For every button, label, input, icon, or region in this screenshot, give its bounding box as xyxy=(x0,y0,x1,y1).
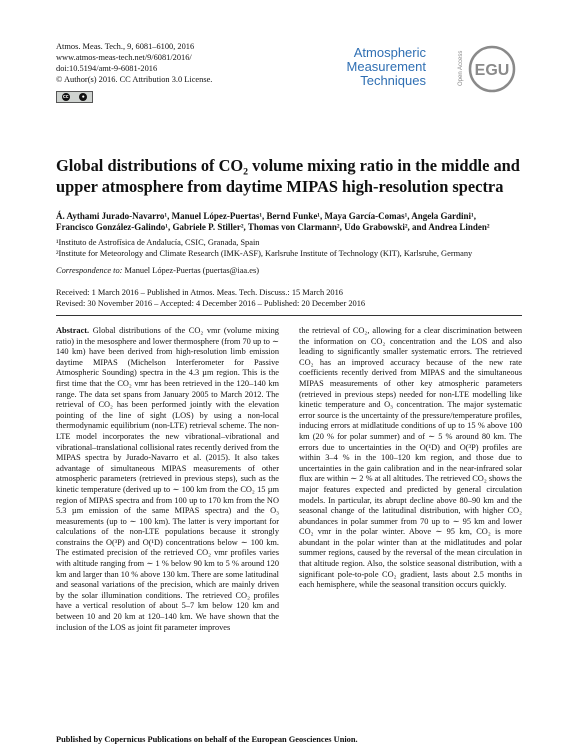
meta-doi[interactable]: doi:10.5194/amt-9-6081-2016 xyxy=(56,64,158,73)
received-dates: Received: 1 March 2016 – Published in Atmos. Meas. Tech. Discuss.: 15 March 2016 xyxy=(56,288,343,297)
author-list xyxy=(56,211,522,233)
egu-logo-text: EGU xyxy=(474,62,510,79)
abstract-column-left xyxy=(56,326,279,714)
cc-icon: cc xyxy=(62,94,69,100)
journal-name-line-3: Techniques xyxy=(360,73,426,88)
authors-line-1: Á. Aythami Jurado-Navarro¹, Manuel López-Puertas¹, Bernd Funke¹, Maya García-Comas¹, Angela Gardini¹, xyxy=(56,211,476,221)
paper-title xyxy=(56,155,526,197)
publisher-footer: Published by Copernicus Publications on behalf of the European Geosciences Union. xyxy=(56,735,358,744)
meta-url[interactable]: www.atmos-meas-tech.net/9/6081/2016/ xyxy=(56,53,192,62)
journal-meta xyxy=(56,41,212,85)
header-divider xyxy=(56,315,522,316)
attribution-icon: ● xyxy=(79,93,87,101)
meta-license: © Author(s) 2016. CC Attribution 3.0 License. xyxy=(56,75,213,84)
correspondence xyxy=(56,266,259,275)
revised-dates: Revised: 30 November 2016 – Accepted: 4 December 2016 – Published: 20 December 2016 xyxy=(56,299,366,308)
affiliation-2: ²Institute for Meteorology and Climate Research (IMK-ASF), Karlsruhe Institute of Technology (KIT), Karlsruhe, Germany xyxy=(56,249,473,258)
title-line-1: Global distributions of CO₂ volume mixing ratio in the middle and xyxy=(56,156,520,175)
egu-logo xyxy=(456,42,518,96)
affiliation-1: ¹Instituto de Astrofísica de Andalucía, CSIC, Granada, Spain xyxy=(56,238,260,247)
journal-name-line-2: Measurement xyxy=(346,59,426,74)
title-line-2: upper atmosphere from daytime MIPAS high-resolution spectra xyxy=(56,177,504,196)
abstract-text-1: Global distributions of the CO₂ vmr (volume mixing ratio) in the mesosphere and lower thermosphere (from 70 up to ∼ 140 km) have been derived from high-resolution limb emission daytime MIPAS (Michelson Interferometer for Passive Atmospheric Sounding) spectra in the 4.3 µm region. This is the first time that the CO₂ vmr has been retrieved in the 120–140 km range. The data set spans from January 2005 to March 2012. The retrieval of CO₂ has been performed jointly with the elevation pointing of the line of sight (LOS) by using a non-local thermodynamic equilibrium (non-LTE) retrieval scheme. The non-LTE model incorporates the new vibrational–vibrational and vibrational–translational collisional rates recently derived from the MIPAS spectra by Jurado-Navarro et al. (2015). It also takes advantage of simultaneous MIPAS measurements of other atmospheric parameters (retrieved in previous steps), such as the kinetic temperature (derived up to ∼ 100 km from the CO₂ 15 µm region of MIPAS spectra and from 100 up to 170 km from the NO 5.3 µm emission of the same MIPAS spectra) and the O₃ measurements (up to ∼ 100 km). The latter is very important for calculations of the non-LTE populations because it strongly constrains the O(³P) and O(¹D) concentrations below ∼ 100 km. The estimated precision of the retrieved CO₂ vmr profiles varies with altitude ranging from ∼ 1 % below 90 km to 5 % around 120 km and larger than 10 % above 130 km. There are some latitudinal and seasonal variations of the precision, which are mainly driven by the solar illumination conditions. The retrieved CO₂ profiles have a vertical resolution of about 5–7 km below 120 km and between 10 and 20 km at 120–140 km. We have shown that the inclusion of the LOS as joint fit parameter improves xyxy=(56,326,279,632)
open-access-label: Open Access xyxy=(458,50,464,86)
cc-license-badge[interactable] xyxy=(56,91,93,103)
abstract-label: Abstract. xyxy=(56,326,90,335)
journal-name-line-1: Atmospheric xyxy=(353,45,426,60)
authors-line-2: Francisco González-Galindo¹, Gabriele P. Stiller², Thomas von Clarmann², Udo Grabowski², and Andrea Linden² xyxy=(56,222,490,232)
abstract-column-right: the retrieval of CO₂, allowing for a clear discrimination between the information on CO₂ concentration and the LOS and also leading to significantly smaller systematic errors. The retrieved CO₂ has an improved accuracy because of the new rate coefficients recently derived from MIPAS and the simultaneous MIPAS measurements of other key atmospheric parameters (retrieved in previous steps) needed for non-LTE modelling like kinetic temperature and O₃ concentration. The major systematic error source is the uncertainty of the pressure/temperature profiles, inducing errors at midlatitude conditions of up to 15 % above 100 km (20 % for polar summer) and of ∼ 5 % around 80 km. The errors due to uncertainties in the O(¹D) and O(³P) profiles are within 3–4 % in the 100–120 km region, and those due to uncertainties in the gain calibration and in the near-infrared solar flux are within ∼ 2 % at all altitudes. The retrieved CO₂ shows the major features expected and predicted by general circulation models. In particular, its abrupt decline above 80–90 km and the seasonal change of the latitudinal distribution, with higher CO₂ abundances in polar summer from 70 up to ∼ 95 km and lower CO₂ vmr in the polar winter. Above ∼ 95 km, CO₂ is more abundant in the polar winter than at the midlatitudes and polar summer regions, caused by the reversal of the mean circulation in that altitude region. Also, the solstice seasonal distribution, with a significant pole-to-pole CO₂ gradient, lasts about 2.5 months in each hemisphere, while the seasonal transition occurs quickly. xyxy=(299,326,522,590)
meta-citation: Atmos. Meas. Tech., 9, 6081–6100, 2016 xyxy=(56,42,195,51)
journal-name xyxy=(347,46,426,88)
correspondence-label: Correspondence to: xyxy=(56,266,123,275)
correspondence-value[interactable]: Manuel López-Puertas (puertas@iaa.es) xyxy=(124,266,259,275)
